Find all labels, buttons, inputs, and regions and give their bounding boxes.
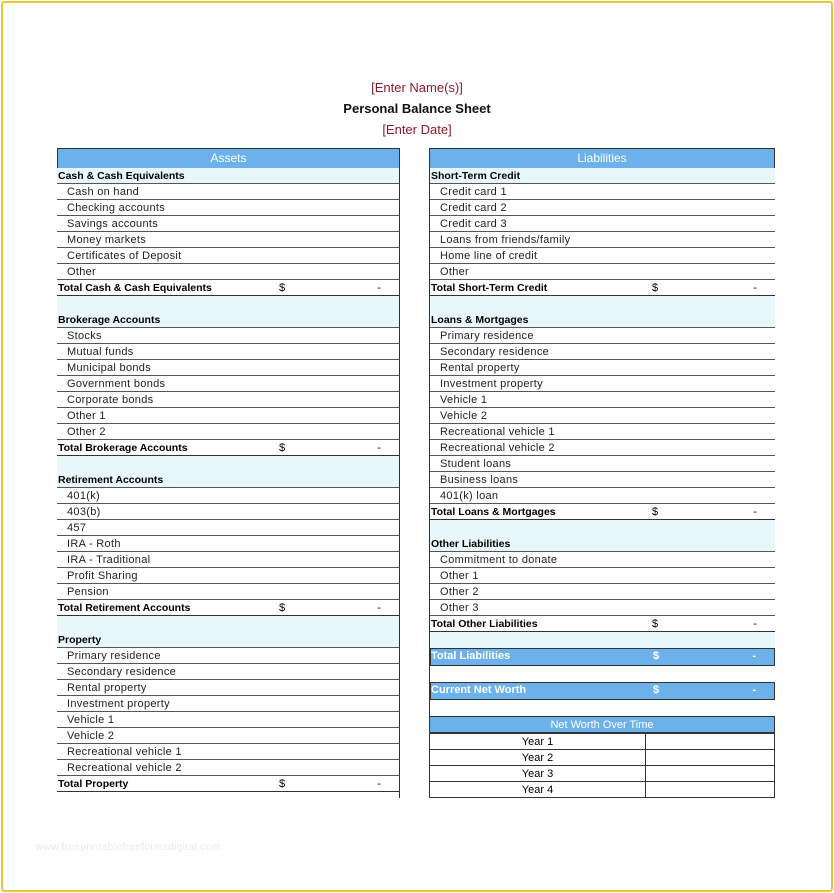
- retirement-total-row: [57, 600, 399, 616]
- property-item[interactable]: [57, 712, 399, 728]
- other-liabilities-item[interactable]: [430, 584, 775, 600]
- item-label: Recreational vehicle 2: [67, 762, 182, 774]
- retirement-item[interactable]: [57, 584, 399, 600]
- cash-total-row: [57, 280, 399, 296]
- net-worth-over-time-title: Net Worth Over Time: [429, 716, 775, 733]
- item-label: Government bonds: [67, 378, 166, 390]
- currency-symbol: $: [279, 602, 286, 614]
- section-title-label: Short-Term Credit: [431, 170, 521, 182]
- item-label: Other: [440, 266, 470, 278]
- other-liabilities-item[interactable]: [430, 568, 775, 584]
- currency-symbol: $: [279, 778, 286, 790]
- retirement-item[interactable]: [57, 504, 399, 520]
- loans-item[interactable]: [430, 472, 775, 488]
- cash-item[interactable]: [57, 216, 399, 232]
- amount-value[interactable]: -: [753, 506, 757, 518]
- amount-value[interactable]: -: [753, 618, 757, 630]
- loans-item[interactable]: [430, 488, 775, 504]
- item-label: Vehicle 1: [440, 394, 488, 406]
- year-value-cell[interactable]: [646, 750, 775, 766]
- item-label: Credit card 1: [440, 186, 507, 198]
- spacer-row: [430, 520, 775, 536]
- assets-column: [57, 148, 400, 798]
- other-liabilities-total-row: [430, 616, 775, 632]
- section-title-label: Loans & Mortgages: [431, 314, 529, 326]
- loans-item[interactable]: [430, 344, 775, 360]
- total-label: Total Property: [58, 778, 129, 790]
- brokerage-item[interactable]: [57, 360, 399, 376]
- property-item[interactable]: [57, 696, 399, 712]
- brokerage-item[interactable]: [57, 392, 399, 408]
- item-label: Recreational vehicle 2: [440, 442, 555, 454]
- loans-item[interactable]: [430, 440, 775, 456]
- cash-item[interactable]: [57, 232, 399, 248]
- amount-value[interactable]: -: [752, 684, 756, 696]
- item-label: Mutual funds: [67, 346, 134, 358]
- total-label: Total Short-Term Credit: [431, 282, 548, 294]
- section-title-label: Cash & Cash Equivalents: [58, 170, 185, 182]
- brokerage-section-title: [57, 312, 399, 328]
- currency-symbol: $: [279, 282, 286, 294]
- cash-item[interactable]: [57, 264, 399, 280]
- item-label: Primary residence: [67, 650, 161, 662]
- short-term-item[interactable]: [430, 264, 775, 280]
- item-label: Municipal bonds: [67, 362, 151, 374]
- total-label: Total Retirement Accounts: [58, 602, 191, 614]
- item-label: Pension: [67, 586, 109, 598]
- watermark: www.freeprintablefreeformsdigital.com: [36, 842, 221, 853]
- short-term-item[interactable]: [430, 184, 775, 200]
- item-label: Business loans: [440, 474, 519, 486]
- section-title-label: Property: [58, 634, 102, 646]
- short-term-item[interactable]: [430, 248, 775, 264]
- cash-item[interactable]: [57, 200, 399, 216]
- liabilities-column: [429, 148, 775, 798]
- year-value-cell[interactable]: [646, 734, 775, 750]
- item-label: Recreational vehicle 1: [67, 746, 182, 758]
- cash-item[interactable]: [57, 248, 399, 264]
- brokerage-total-row: [57, 440, 399, 456]
- retirement-item[interactable]: [57, 536, 399, 552]
- item-label: Credit card 2: [440, 202, 507, 214]
- total-liabilities-label: Total Liabilities: [431, 650, 511, 662]
- item-label: Checking accounts: [67, 202, 166, 214]
- item-label: Investment property: [67, 698, 170, 710]
- net-worth-over-time-table: [429, 716, 775, 798]
- total-liabilities-row: [430, 648, 775, 666]
- section-title-label: Other Liabilities: [431, 538, 511, 550]
- brokerage-item[interactable]: [57, 376, 399, 392]
- item-label: Cash on hand: [67, 186, 140, 198]
- item-label: Vehicle 1: [67, 714, 115, 726]
- retirement-item[interactable]: [57, 520, 399, 536]
- item-label: 457: [67, 522, 87, 534]
- retirement-item[interactable]: [57, 488, 399, 504]
- name-placeholder[interactable]: [Enter Name(s)]: [371, 80, 463, 95]
- retirement-item[interactable]: [57, 568, 399, 584]
- year-row: [430, 750, 775, 766]
- property-total-row: [57, 776, 399, 792]
- loans-item[interactable]: [430, 376, 775, 392]
- loans-section-title: [430, 312, 775, 328]
- liabilities-heading: Liabilities: [430, 148, 775, 168]
- item-label: Vehicle 2: [67, 730, 115, 742]
- property-item[interactable]: [57, 664, 399, 680]
- year-value-cell[interactable]: [646, 766, 775, 782]
- amount-value[interactable]: -: [377, 442, 381, 454]
- loans-item[interactable]: [430, 392, 775, 408]
- currency-symbol: $: [279, 442, 286, 454]
- property-item[interactable]: [57, 728, 399, 744]
- short-term-item[interactable]: [430, 232, 775, 248]
- year-value-cell[interactable]: [646, 782, 775, 798]
- property-section-title: [57, 632, 399, 648]
- item-label: IRA - Traditional: [67, 554, 151, 566]
- item-label: Home line of credit: [440, 250, 538, 262]
- item-label: Savings accounts: [67, 218, 159, 230]
- property-item[interactable]: [57, 760, 399, 776]
- item-label: Recreational vehicle 1: [440, 426, 555, 438]
- loans-item[interactable]: [430, 328, 775, 344]
- brokerage-item[interactable]: [57, 408, 399, 424]
- cash-item[interactable]: [57, 184, 399, 200]
- item-label: Credit card 3: [440, 218, 507, 230]
- spacer-row: [430, 632, 775, 648]
- item-label: Other 1: [67, 410, 106, 422]
- item-label: Rental property: [67, 682, 147, 694]
- item-label: IRA - Roth: [67, 538, 121, 550]
- total-label: Total Loans & Mortgages: [431, 506, 556, 518]
- amount-value[interactable]: -: [753, 282, 757, 294]
- loans-total-row: [430, 504, 775, 520]
- amount-value[interactable]: -: [377, 282, 381, 294]
- amount-value[interactable]: -: [377, 778, 381, 790]
- item-label: Secondary residence: [67, 666, 177, 678]
- short-term-total-row: [430, 280, 775, 296]
- short-term-section-title: [430, 168, 775, 184]
- total-label: Total Brokerage Accounts: [58, 442, 188, 454]
- year-row: [430, 766, 775, 782]
- item-label: Secondary residence: [440, 346, 550, 358]
- other-liabilities-item[interactable]: [430, 600, 775, 616]
- currency-symbol: $: [652, 506, 659, 518]
- item-label: Other 2: [440, 586, 479, 598]
- property-item[interactable]: [57, 648, 399, 664]
- year-label: Year 3: [430, 766, 646, 782]
- loans-item[interactable]: [430, 360, 775, 376]
- item-label: Rental property: [440, 362, 520, 374]
- currency-symbol: $: [653, 684, 660, 696]
- brokerage-item[interactable]: [57, 344, 399, 360]
- year-row: [430, 734, 775, 750]
- spacer-row: [430, 296, 775, 312]
- loans-item[interactable]: [430, 408, 775, 424]
- other-liabilities-section-title: [430, 536, 775, 552]
- loans-item[interactable]: [430, 424, 775, 440]
- item-label: Stocks: [67, 330, 102, 342]
- short-term-item[interactable]: [430, 216, 775, 232]
- section-title-label: Retirement Accounts: [58, 474, 164, 486]
- item-label: Loans from friends/family: [440, 234, 571, 246]
- total-label: Total Other Liabilities: [431, 618, 538, 630]
- date-placeholder[interactable]: [Enter Date]: [382, 122, 452, 137]
- retirement-section-title: [57, 472, 399, 488]
- item-label: Other: [67, 266, 97, 278]
- loans-item[interactable]: [430, 456, 775, 472]
- item-label: Profit Sharing: [67, 570, 138, 582]
- item-label: Other 3: [440, 602, 479, 614]
- page-title: Personal Balance Sheet: [343, 101, 491, 116]
- year-label: Year 4: [430, 782, 646, 798]
- amount-value[interactable]: -: [377, 602, 381, 614]
- item-label: Vehicle 2: [440, 410, 488, 422]
- item-label: Certificates of Deposit: [67, 250, 182, 262]
- other-liabilities-item[interactable]: [430, 552, 775, 568]
- item-label: Student loans: [440, 458, 512, 470]
- short-term-item[interactable]: [430, 200, 775, 216]
- spacer-row: [57, 616, 399, 632]
- item-label: Money markets: [67, 234, 147, 246]
- property-item[interactable]: [57, 680, 399, 696]
- assets-heading: Assets: [57, 148, 399, 168]
- current-net-worth-row: [430, 682, 775, 700]
- year-row: [430, 782, 775, 798]
- section-title-label: Brokerage Accounts: [58, 314, 161, 326]
- spacer-row: [430, 666, 775, 682]
- item-label: Primary residence: [440, 330, 534, 342]
- amount-value[interactable]: -: [752, 650, 756, 662]
- property-item[interactable]: [57, 744, 399, 760]
- item-label: Investment property: [440, 378, 543, 390]
- brokerage-item[interactable]: [57, 424, 399, 440]
- cash-section-title: [57, 168, 399, 184]
- spacer-row: [57, 296, 399, 312]
- item-label: 401(k) loan: [440, 490, 499, 502]
- year-label: Year 2: [430, 750, 646, 766]
- item-label: Commitment to donate: [440, 554, 558, 566]
- currency-symbol: $: [652, 282, 659, 294]
- currency-symbol: $: [653, 650, 660, 662]
- spacer-row: [57, 456, 399, 472]
- current-net-worth-label: Current Net Worth: [431, 684, 527, 696]
- total-label: Total Cash & Cash Equivalents: [58, 282, 212, 294]
- item-label: 403(b): [67, 506, 101, 518]
- brokerage-item[interactable]: [57, 328, 399, 344]
- currency-symbol: $: [652, 618, 659, 630]
- item-label: Corporate bonds: [67, 394, 154, 406]
- year-label: Year 1: [430, 734, 646, 750]
- retirement-item[interactable]: [57, 552, 399, 568]
- item-label: Other 1: [440, 570, 479, 582]
- item-label: 401(k): [67, 490, 100, 502]
- item-label: Other 2: [67, 426, 106, 438]
